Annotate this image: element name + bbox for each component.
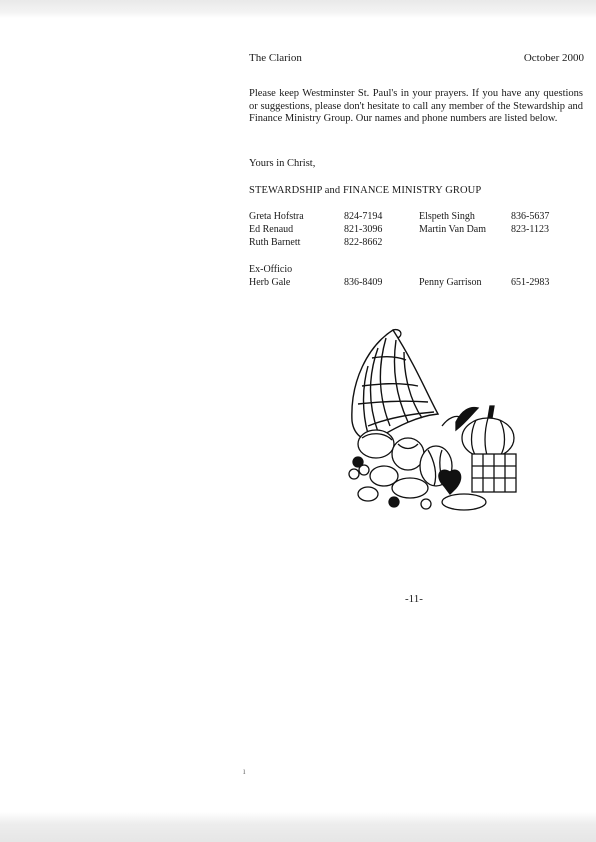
stray-mark: ı bbox=[243, 766, 246, 776]
member-phone: 824-7194 bbox=[344, 211, 383, 222]
member-name: Elspeth Singh bbox=[419, 211, 475, 222]
member-phone: 822-8662 bbox=[344, 237, 383, 248]
prayer-paragraph: Please keep Westminster St. Paul's in your prayers. If you have any questions or suggestions, please don't hesitate to call any member of the Stewardship and Finance Ministry Group. Our names and phone numbers are listed below. bbox=[249, 88, 583, 125]
member-row bbox=[249, 211, 589, 224]
member-phone: 836-5637 bbox=[511, 211, 550, 222]
member-name: Penny Garrison bbox=[419, 277, 482, 288]
member-row bbox=[249, 224, 589, 237]
scan-edge-bottom bbox=[0, 812, 596, 842]
member-row bbox=[249, 237, 589, 250]
page-number: -11- bbox=[405, 593, 423, 605]
member-phone: 651-2983 bbox=[511, 277, 550, 288]
member-name: Greta Hofstra bbox=[249, 211, 304, 222]
member-phone: 821-3096 bbox=[344, 224, 383, 235]
group-title: STEWARDSHIP and FINANCE MINISTRY GROUP bbox=[249, 185, 482, 196]
scan-edge-top bbox=[0, 0, 596, 18]
newsletter-title: The Clarion bbox=[249, 52, 302, 64]
member-name: Ruth Barnett bbox=[249, 237, 301, 248]
member-name: Ed Renaud bbox=[249, 224, 294, 235]
member-phone: 836-8409 bbox=[344, 277, 383, 288]
cornucopia-illustration bbox=[338, 326, 528, 516]
member-name: Herb Gale bbox=[249, 277, 291, 288]
ex-officio-label: Ex-Officio bbox=[249, 264, 293, 275]
ex-officio-row bbox=[249, 277, 589, 290]
member-name: Martin Van Dam bbox=[419, 224, 487, 235]
page-header bbox=[249, 52, 584, 64]
member-phone: 823-1123 bbox=[511, 224, 549, 235]
closing-line: Yours in Christ, bbox=[249, 158, 316, 169]
issue-date: October 2000 bbox=[523, 52, 584, 64]
